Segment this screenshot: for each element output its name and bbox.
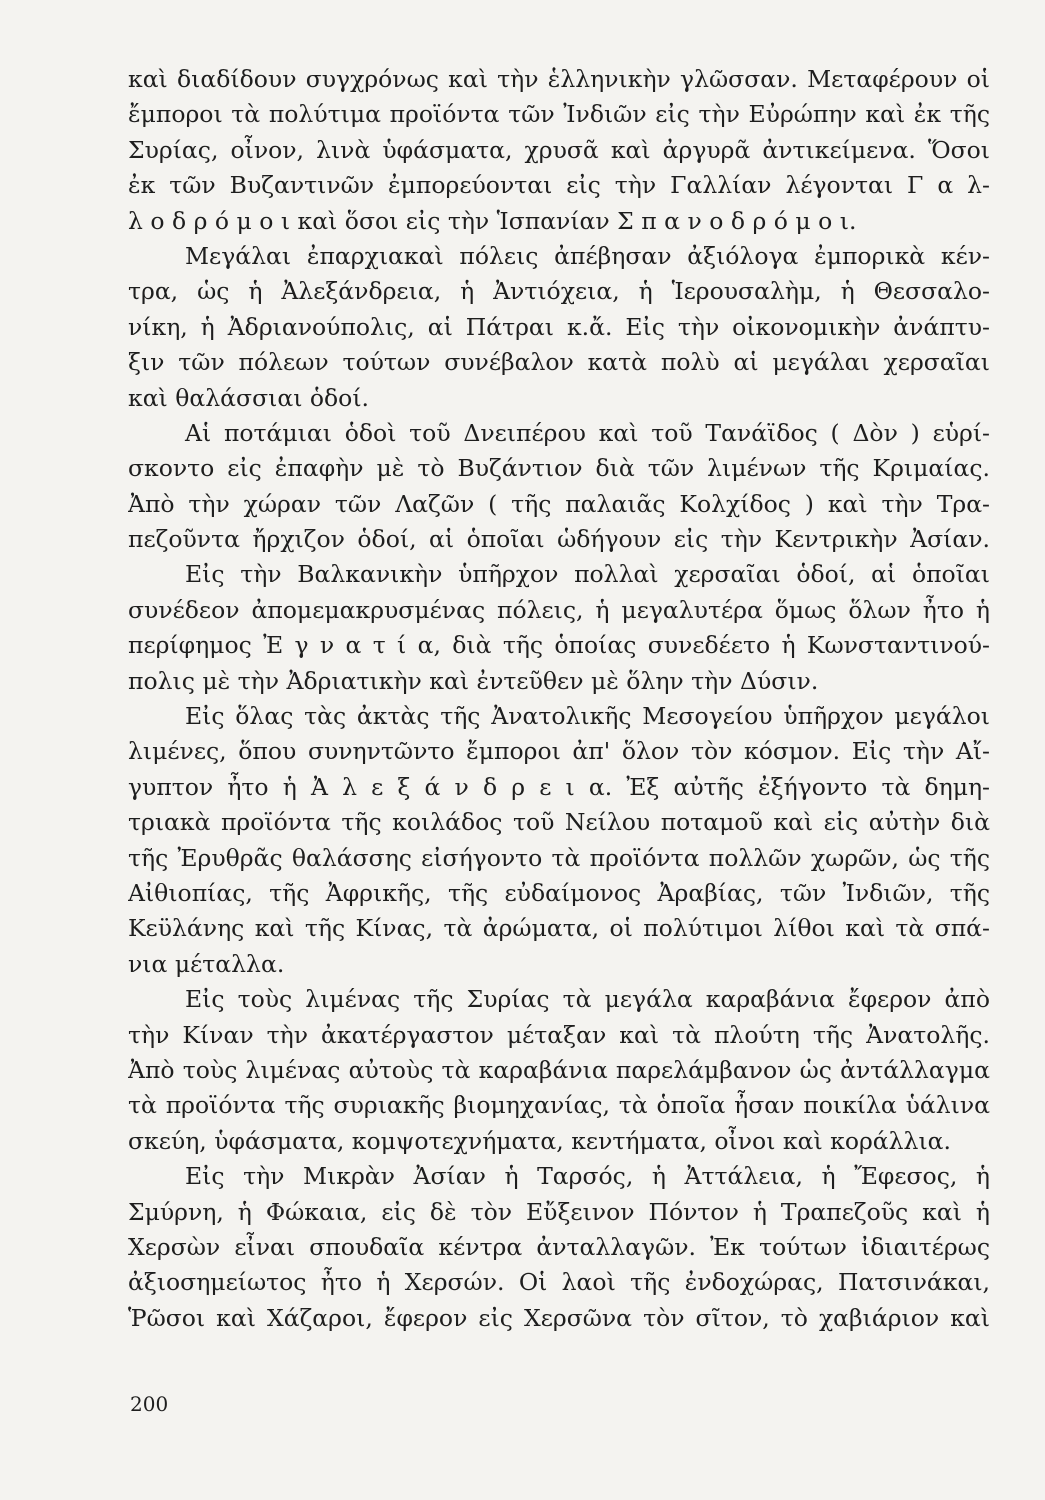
text-line: Αἱ ποτάμιαι ὁδοὶ τοῦ Δνειπέρου καὶ τοῦ Τανάϊδος ( Δὸν ) εὑρί- [185, 418, 990, 447]
text-line: νια μέταλλα. [128, 949, 285, 978]
text-line: Αἰθιοπίας, τῆς Ἀφρικῆς, τῆς εὐδαίμονος Ἀραβίας, τῶν Ἰνδιῶν, τῆς [128, 878, 990, 907]
text-line: λιμένες, ὅπου συνηντῶντο ἔμποροι ἀπ' ὅλον τὸν κόσμον. Εἰς τὴν Αἴ- [128, 737, 990, 766]
text-line: Εἰς ὅλας τὰς ἀκτὰς τῆς Ἀνατολικῆς Μεσογείου ὑπῆρχον μεγάλοι [185, 702, 990, 731]
body-text [128, 62, 990, 1336]
text-line: Εἰς τὴν Μικρὰν Ἀσίαν ἡ Ταρσός, ἡ Ἀττάλεια, ἡ Ἔφεσος, ἡ [185, 1162, 990, 1191]
text-line: καὶ θαλάσσιαι ὁδοί. [128, 383, 370, 412]
text-line: Σμύρνη, ἡ Φώκαια, εἰς δὲ τὸν Εὔξεινον Πόντον ἡ Τραπεζοῦς καὶ ἡ [128, 1197, 990, 1226]
text-line: Συρίας, οἶνον, λινὰ ὑφάσματα, χρυσᾶ καὶ ἀργυρᾶ ἀντικείμενα. Ὅσοι [128, 135, 990, 164]
text-line: συνέδεον ἀπομεμακρυσμένας πόλεις, ἡ μεγαλυτέρα ὅμως ὅλων ἦτο ἡ [128, 595, 990, 624]
text-line: σκεύη, ὑφάσματα, κομψοτεχνήματα, κεντήματα, οἶνοι καὶ κοράλλια. [128, 1126, 951, 1155]
text-line: τρα, ὡς ἡ Ἀλεξάνδρεια, ἡ Ἀντιόχεια, ἡ Ἱερουσαλὴμ, ἡ Θεσσαλο- [128, 277, 990, 306]
text-line: ἐκ τῶν Βυζαντινῶν ἐμπορεύονται εἰς τὴν Γαλλίαν λέγονται Γ α λ- [128, 171, 990, 200]
text-line: λ ο δ ρ ό μ ο ι καὶ ὅσοι εἰς τὴν Ἱσπανίαν Σ π α ν ο δ ρ ό μ ο ι. [128, 206, 857, 235]
text-line: Κεϋλάνης καὶ τῆς Κίνας, τὰ ἀρώματα, οἱ πολύτιμοι λίθοι καὶ τὰ σπά- [128, 914, 990, 943]
page-number: 200 [130, 1392, 169, 1416]
text-line: περίφημος Ἐ γ ν α τ ί α, διὰ τῆς ὁποίας συνεδέετο ἡ Κωνσταντινού- [128, 631, 990, 660]
text-line: τὴν Κίναν τὴν ἀκατέργαστον μέταξαν καὶ τὰ πλούτη τῆς Ἀνατολῆς. [128, 1020, 990, 1049]
text-line: γυπτον ἦτο ἡ Ἀ λ ε ξ ά ν δ ρ ε ι α. Ἐξ αὐτῆς ἐξήγοντο τὰ δημη- [128, 772, 990, 801]
text-line: Χερσὼν εἶναι σπουδαῖα κέντρα ἀνταλλαγῶν. Ἐκ τούτων ἰδιαιτέρως [128, 1232, 990, 1261]
text-line: Εἰς τοὺς λιμένας τῆς Συρίας τὰ μεγάλα καραβάνια ἔφερον ἀπὸ [185, 985, 990, 1014]
text-line: Ἀπὸ τὴν χώραν τῶν Λαζῶν ( τῆς παλαιᾶς Κολχίδος ) καὶ τὴν Τρα- [128, 489, 990, 518]
text-line: Μεγάλαι ἐπαρχιακαὶ πόλεις ἀπέβησαν ἀξιόλογα ἐμπορικὰ κέν- [185, 241, 990, 270]
text-line: Ῥῶσοι καὶ Χάζαροι, ἔφερον εἰς Χερσῶνα τὸν σῖτον, τὸ χαβιάριον καὶ [128, 1303, 990, 1332]
text-line: ξιν τῶν πόλεων τούτων συνέβαλον κατὰ πολὺ αἱ μεγάλαι χερσαῖαι [128, 348, 990, 377]
text-line: ἔμποροι τὰ πολύτιμα προϊόντα τῶν Ἰνδιῶν εἰς τὴν Εὐρώπην καὶ ἐκ τῆς [128, 100, 990, 129]
text-line: πεζοῦντα ἤρχιζον ὁδοί, αἱ ὁποῖαι ὡδήγουν εἰς τὴν Κεντρικὴν Ἀσίαν. [128, 525, 990, 554]
text-line: σκοντο εἰς ἐπαφὴν μὲ τὸ Βυζάντιον διὰ τῶν λιμένων τῆς Κριμαίας. [128, 454, 990, 483]
text-line: νίκη, ἡ Ἀδριανούπολις, αἱ Πάτραι κ.ἄ. Εἰς τὴν οἰκονομικὴν ἀνάπτυ- [128, 312, 990, 341]
text-line: τῆς Ἐρυθρᾶς θαλάσσης εἰσήγοντο τὰ προϊόντα πολλῶν χωρῶν, ὡς τῆς [128, 843, 990, 872]
text-line: καὶ διαδίδουν συγχρόνως καὶ τὴν ἑλληνικὴν γλῶσσαν. Μεταφέρουν οἱ [128, 65, 990, 93]
text-line: Εἰς τὴν Βαλκανικὴν ὑπῆρχον πολλαὶ χερσαῖαι ὁδοί, αἱ ὁποῖαι [185, 560, 990, 589]
text-line: τὰ προϊόντα τῆς συριακῆς βιομηχανίας, τὰ ὁποῖα ἦσαν ποικίλα ὑάλινα [128, 1091, 990, 1120]
text-line: ἀξιοσημείωτος ἦτο ἡ Χερσών. Οἱ λαοὶ τῆς ἐνδοχώρας, Πατσινάκαι, [128, 1268, 990, 1297]
text-line: πολις μὲ τὴν Ἀδριατικὴν καὶ ἐντεῦθεν μὲ ὅλην τὴν Δύσιν. [128, 666, 819, 695]
text-line: τριακὰ προϊόντα τῆς κοιλάδος τοῦ Νείλου ποταμοῦ καὶ εἰς αὐτὴν διὰ [128, 808, 990, 837]
text-line: Ἀπὸ τοὺς λιμένας αὐτοὺς τὰ καραβάνια παρελάμβανον ὡς ἀντάλλαγμα [128, 1055, 990, 1084]
